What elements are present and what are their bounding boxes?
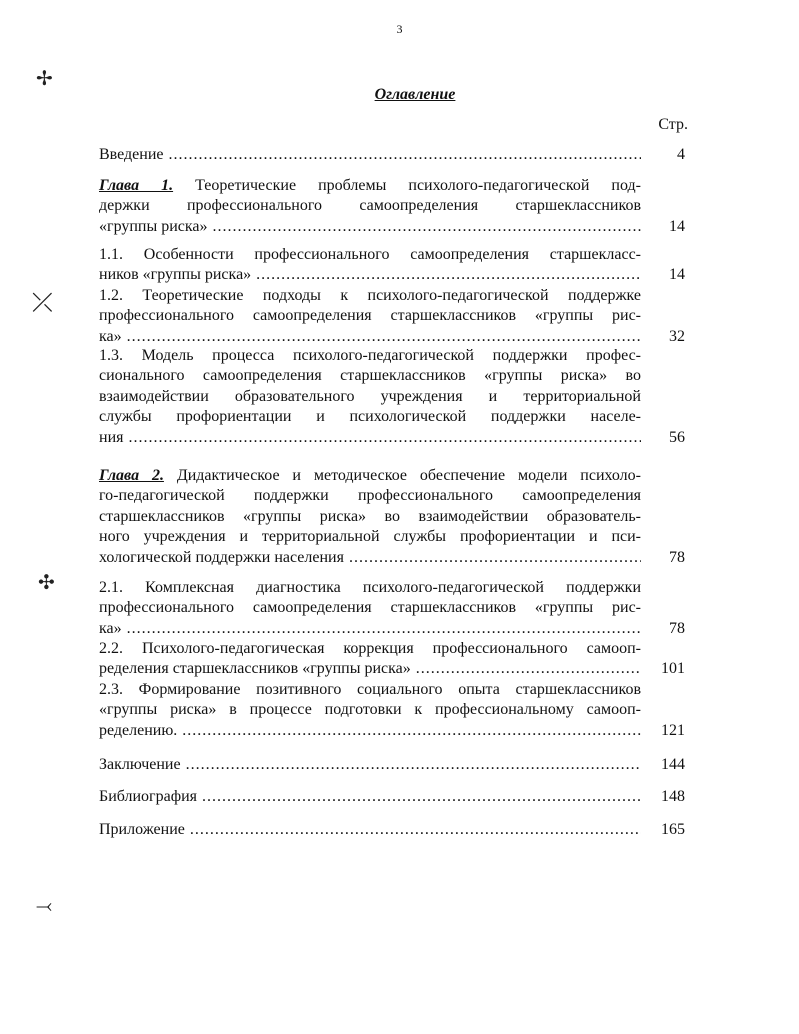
toc-entry-page: 14 [669,217,685,235]
margin-mark-4: ⤙ [36,893,52,917]
toc-entry-text: держки профессионального самоопределения старшеклассников [99,197,641,215]
toc-entry-page: 14 [669,266,685,284]
toc-entry-page: 165 [661,821,685,838]
toc-entry-page: 101 [661,660,685,678]
toc-entry-text: хологической поддержки населения ..... [99,548,641,568]
toc-entry-text: старшеклассников «группы риска» во взаимодействии образователь- [99,507,641,525]
toc-entry-text: ределению. ..... [99,721,641,741]
toc-entry-conclusion[interactable] [99,755,689,775]
toc-entry-text: 2.2. Психолого-педагогическая коррекция профессионального самооп- [99,640,641,657]
toc-entry-text: ного учреждения и территориальной службы профориентации и пси- [99,528,641,546]
toc-entry-text: «группы риска» ..... [99,217,641,237]
toc-entry-text: 2.1. Комплексная диагностика психолого-педагогической поддержки [99,579,641,596]
toc-entry-section-2-1[interactable] [99,578,689,639]
toc-entry-text: Введение ..... [99,145,641,165]
toc-entry-page: 144 [661,756,685,773]
toc-entry-text: ка» ..... [99,327,641,347]
toc-title: Оглавление [374,86,456,103]
toc-entry-text: профессионального самоопределения старшеклассников «группы рис- [99,307,641,325]
toc-entry-section-1-3[interactable] [99,346,689,448]
toc-entry-page: 121 [661,721,685,739]
toc-entry-text: Заключение ..... [99,755,641,775]
toc-entry-text: 1.1. Особенности профессионального самоопределения старшекласс- [99,246,641,263]
toc-entry-page: 78 [669,548,685,566]
toc-entry-introduction[interactable] [99,145,689,165]
toc-entry-section-2-2[interactable] [99,639,689,680]
toc-entry-text: 1.2. Теоретические подходы к психолого-педагогической поддержке [99,287,641,304]
toc-entry-text: го-педагогической поддержки профессионального самоопределения [99,487,641,505]
page-column-header: Стр. [658,116,688,133]
toc-entry-bibliography[interactable] [99,787,689,807]
chapter-label: Глава 2. [99,467,164,484]
toc-entry-chapter-2[interactable] [99,466,689,568]
margin-mark-2: ⤫ [32,288,53,318]
toc-entry-section-2-3[interactable] [99,680,689,741]
toc-entry-text: 1.3. Модель процесса психолого-педагогической поддержки профес- [99,347,641,364]
toc-entry-page: 32 [669,327,685,345]
margin-mark-1: ✢ [36,66,53,90]
toc-entry-text: ка» ..... [99,619,641,639]
toc-entry-page: 56 [669,428,685,446]
toc-entry-text: профессионального самоопределения старшеклассников «группы рис- [99,599,641,617]
chapter-label: Глава 1. [99,177,174,194]
toc-entry-page: 4 [677,146,685,163]
toc-entry-text: Глава 1. Теоретические проблемы психолого-педагогической под- [99,177,641,194]
toc-entry-text: 2.3. Формирование позитивного социального опыта старшеклассников [99,681,641,698]
toc-entry-page: 148 [661,788,685,805]
toc-entry-page: 78 [669,619,685,637]
margin-mark-3: ✣ [38,570,55,594]
toc-entry-text: Глава 2. Дидактическое и методическое обеспечение модели психоло- [99,467,641,484]
toc-entry-text: ределения старшеклассников «группы риска» ..... [99,659,641,679]
toc-entry-appendix[interactable] [99,820,689,840]
toc-entry-section-1-1[interactable] [99,245,689,286]
toc-entry-text: Приложение ..... [99,820,641,840]
toc-entry-text: взаимодействии образовательного учреждения и территориальной [99,387,641,405]
toc-entry-text: ников «группы риска» ..... [99,265,641,285]
toc-entry-text: службы профориентации и психологической поддержки населе- [99,408,641,426]
toc-entry-text: сионального самоопределения старшеклассников «группы риска» во [99,367,641,385]
toc-entry-section-1-2[interactable] [99,286,689,347]
toc-entry-text: ния ..... [99,428,641,448]
toc-entry-text: «группы риска» в процессе подготовки к профессиональному самооп- [99,701,641,719]
page-number: 3 [396,22,403,36]
toc-entry-chapter-1[interactable] [99,176,689,237]
toc-entry-text: Библиография ..... [99,787,641,807]
